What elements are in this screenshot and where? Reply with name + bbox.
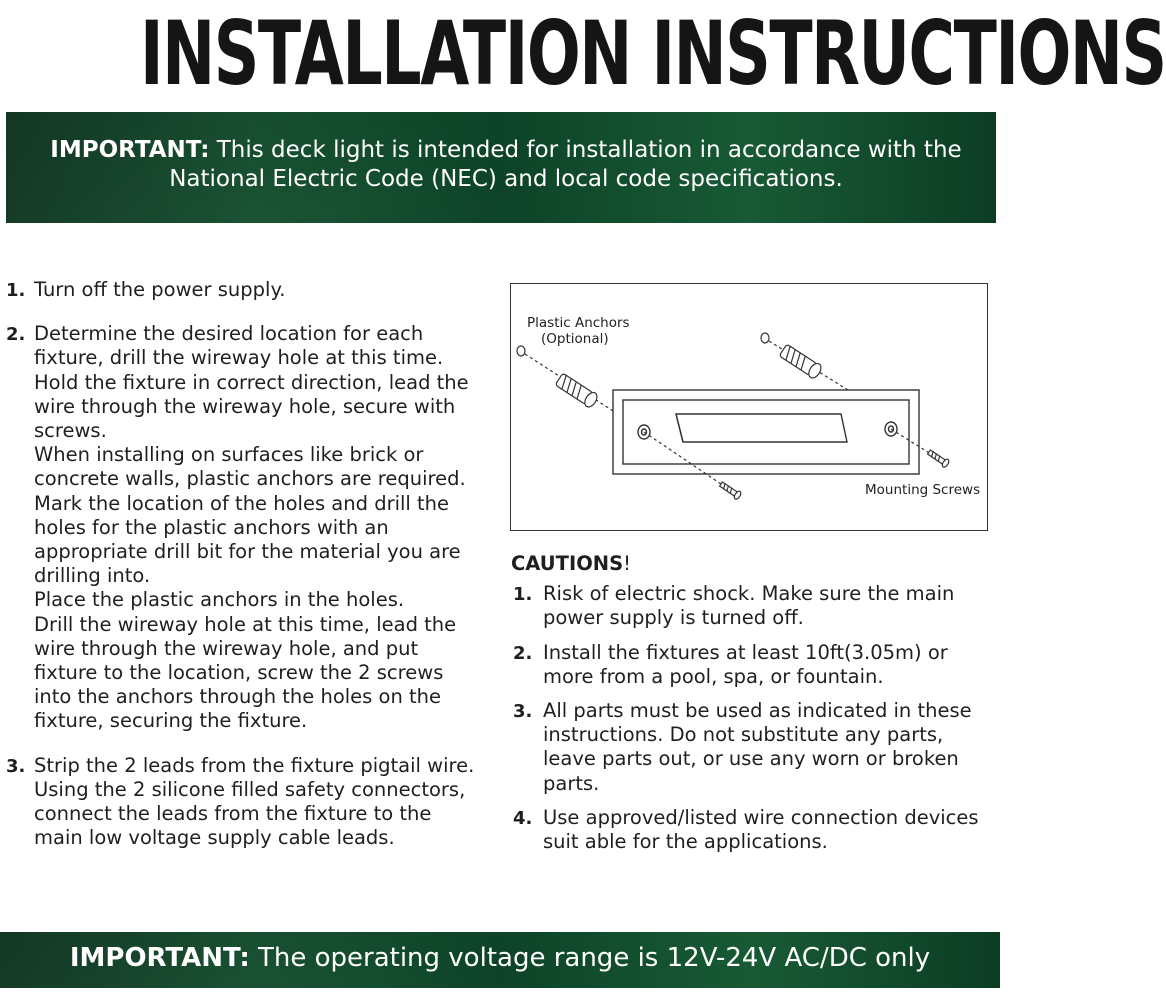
caution-item (511, 582, 996, 630)
caution-item (511, 699, 996, 796)
step-number: 1. (6, 280, 26, 301)
step-text-line: fixture, securing the fixture. (34, 709, 308, 733)
caution-text-line: All parts must be used as indicated in these (543, 699, 972, 723)
caution-text-line: Risk of electric shock. Make sure the main (543, 582, 955, 606)
caution-text-line: more from a pool, spa, or fountain. (543, 664, 884, 688)
step-number: 3. (6, 755, 26, 777)
caution-number: 4. (513, 807, 533, 829)
step-text-line: Mark the location of the holes and drill the (34, 491, 450, 515)
important-banner-top (6, 112, 996, 223)
caution-number: 2. (513, 642, 533, 664)
page-title: INSTALLATION INSTRUCTIONS (140, 2, 1166, 105)
caution-item (511, 806, 996, 854)
step-text-line: fixture to the location, screw the 2 screws (34, 661, 444, 685)
caution-number: 1. (513, 584, 533, 606)
step-text-line: Place the plastic anchors in the holes. (34, 588, 405, 612)
step-text-line: wire through the wireway hole, secure with (34, 394, 456, 418)
important-banner-bottom (0, 932, 1000, 988)
cautions-section (511, 552, 996, 864)
step-item (6, 278, 486, 302)
step-text-line: appropriate drill bit for the material you are (34, 540, 461, 564)
step-text-line: When installing on surfaces like brick or (34, 443, 424, 467)
installation-steps (6, 278, 486, 870)
caution-text-line: Use approved/listed wire connection devices (543, 805, 979, 829)
step-text-line: connect the leads from the fixture to the (34, 802, 432, 826)
step-text-line: Hold the fixture in correct direction, lead the (34, 370, 469, 394)
important-text-line2: National Electric Code (NEC) and local code specifications. (169, 166, 843, 192)
caution-text-line: power supply is turned off. (543, 606, 804, 630)
important-label: IMPORTANT: (69, 943, 250, 973)
caution-text-line: instructions. Do not substitute any parts, (543, 723, 944, 747)
caution-text-line: suit able for the applications. (543, 830, 828, 854)
step-text-line: fixture, drill the wireway hole at this time. (34, 346, 444, 370)
important-notice-bottom (30, 941, 970, 975)
caution-text-line: Install the fixtures at least 10ft(3.05m) or (543, 640, 948, 664)
step-text-line: drilling into. (34, 564, 151, 588)
step-text-line: screws. (34, 419, 107, 443)
step-item (6, 754, 486, 851)
important-label: IMPORTANT: (50, 137, 210, 163)
cautions-title-text: CAUTIONS (511, 552, 624, 575)
step-text-line: wire through the wireway hole, and put (34, 636, 419, 660)
plastic-anchors-label: Plastic Anchors (527, 315, 630, 331)
mounting-screws-label: Mounting Screws (865, 482, 981, 498)
step-text-line: concrete walls, plastic anchors are required. (34, 467, 466, 491)
caution-item (511, 641, 996, 689)
caution-text-line: leave parts out, or use any worn or broken (543, 747, 959, 771)
step-text-line: Drill the wireway hole at this time, lead the (34, 612, 457, 636)
caution-number: 3. (513, 701, 533, 723)
installation-diagram (510, 283, 988, 531)
deck-light-fixture-icon (613, 390, 919, 474)
important-text-line1: This deck light is intended for installation in accordance with the (209, 137, 962, 163)
step-text-line: Determine the desired location for each (34, 322, 424, 346)
plastic-anchors-optional-label: (Optional) (541, 331, 609, 347)
step-text-line: into the anchors through the holes on the (34, 685, 442, 709)
step-text-line: Strip the 2 leads from the fixture pigtail wire. (34, 753, 475, 777)
step-text-line: Using the 2 silicone filled safety connectors, (34, 777, 466, 801)
step-text-line: holes for the plastic anchors with an (34, 515, 389, 539)
step-text-line: main low voltage supply cable leads. (34, 826, 395, 850)
step-item (6, 322, 486, 733)
cautions-title-mark: ! (623, 552, 631, 575)
voltage-range-text: The operating voltage range is 12V-24V AC/DC only (249, 943, 931, 973)
caution-text-line: parts. (543, 771, 600, 795)
step-text-line: Turn off the power supply. (34, 278, 286, 301)
cautions-title (511, 552, 996, 576)
important-notice-top (36, 136, 976, 194)
step-number: 2. (6, 324, 26, 346)
